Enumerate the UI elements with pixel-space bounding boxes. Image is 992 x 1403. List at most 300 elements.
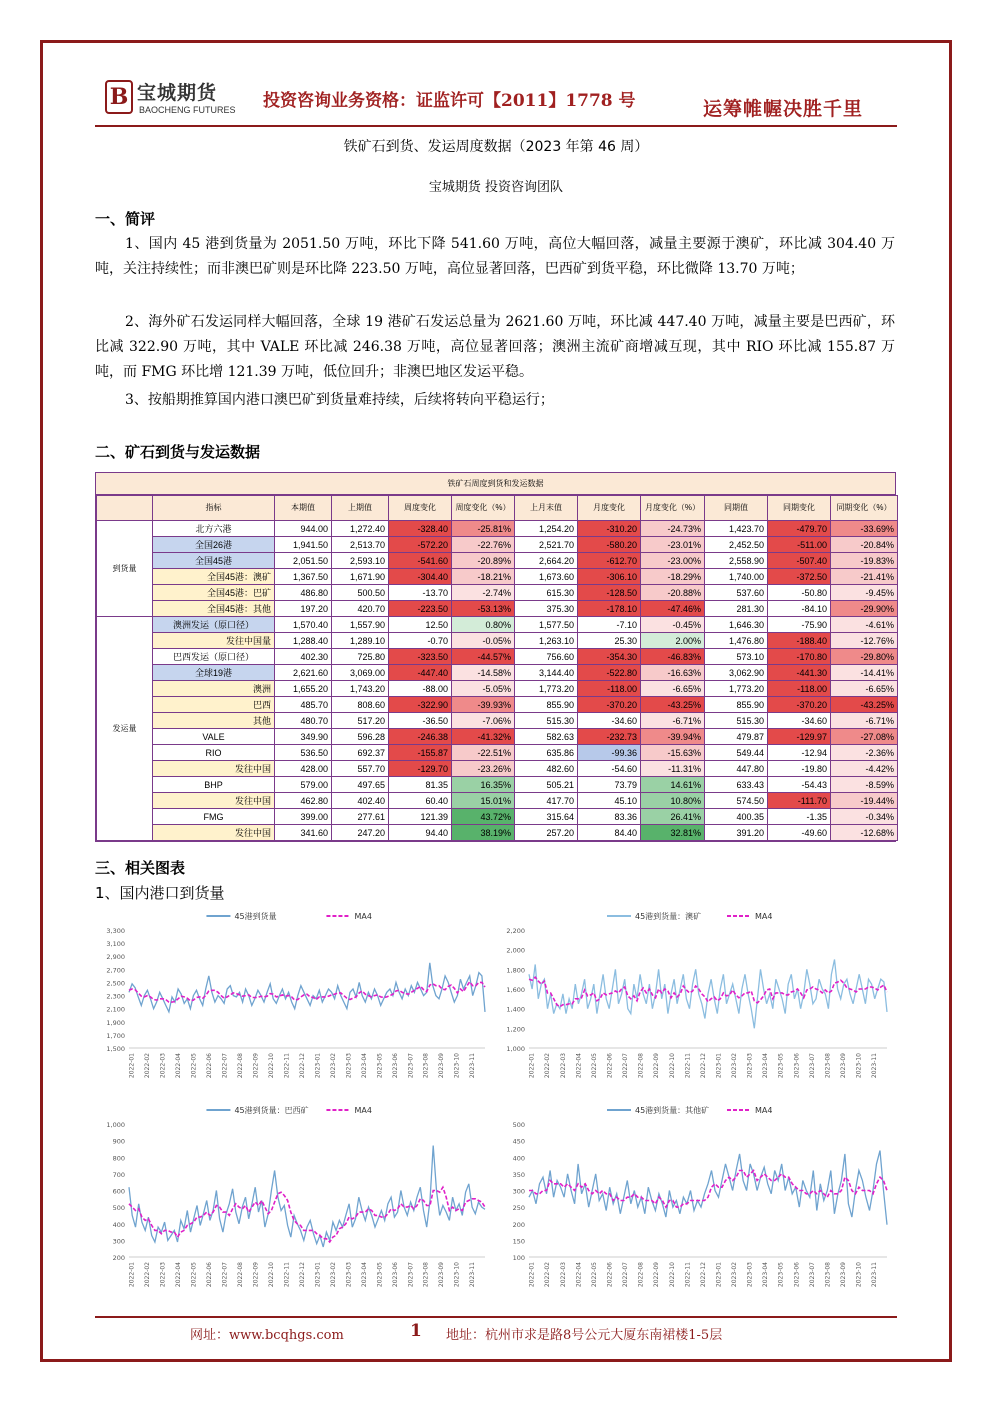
x-tick-label: 2022-02 <box>544 1053 552 1079</box>
x-tick-label: 2023-01 <box>314 1262 322 1288</box>
table-cell: -4.42% <box>831 761 898 777</box>
table-cell: 582.63 <box>515 729 578 745</box>
table-cell: 486.80 <box>275 585 332 601</box>
y-tick-label: 450 <box>512 1137 525 1146</box>
table-cell: 485.70 <box>275 697 332 713</box>
table-cell: -34.60 <box>768 713 831 729</box>
table-row <box>97 537 898 553</box>
table-cell: -246.38 <box>389 729 452 745</box>
x-tick-label: 2022-04 <box>175 1262 183 1288</box>
table-cell: -4.61% <box>831 617 898 633</box>
table-cell: 447.80 <box>705 761 768 777</box>
y-tick-label: 1,200 <box>506 1025 525 1034</box>
y-tick-label: 1,400 <box>506 1005 525 1014</box>
table-cell: -29.80% <box>831 649 898 665</box>
table-cell: -9.45% <box>831 585 898 601</box>
table-cell: -0.45% <box>641 617 705 633</box>
x-tick-label: 2023-10 <box>855 1262 863 1288</box>
table-cell: -12.68% <box>831 825 898 841</box>
table-cell: 420.70 <box>332 601 389 617</box>
table-cell: -54.60 <box>578 761 641 777</box>
paragraph-2: 2、海外矿石发运同样大幅回落，全球 19 港矿石发运总量为 2621.60 万吨，环比减 447.40 万吨，减量主要是巴西矿，环比减 322.90 万吨，其中 VALE 环比减 246.38 万吨，高位显著回落；澳洲主流矿商增减互现，其中 RIO 环比减 155.87 万吨，而 FMG 环比增 121.39 万吨，低位回升；非澳巴地区发运平稳。 <box>95 314 895 380</box>
table-body <box>97 521 898 841</box>
y-tick-label: 800 <box>112 1154 125 1163</box>
chart-svg <box>95 904 493 1094</box>
table-cell: 635.86 <box>515 745 578 761</box>
table-cell: 1,673.60 <box>515 569 578 585</box>
table-group-label: 到货量 <box>97 521 153 617</box>
table-cell: -479.70 <box>768 521 831 537</box>
table-cell: 14.61% <box>641 777 705 793</box>
x-tick-label: 2022-10 <box>668 1262 676 1288</box>
x-tick-label: 2022-10 <box>267 1262 275 1288</box>
x-tick-label: 2023-09 <box>839 1053 847 1079</box>
x-tick-label: 2022-03 <box>159 1053 167 1079</box>
table-cell: -580.20 <box>578 537 641 553</box>
table-cell: -20.84% <box>831 537 898 553</box>
section-1-heading: 一、简评 <box>95 210 156 228</box>
table-cell: 557.70 <box>332 761 389 777</box>
table-cell: -29.90% <box>831 601 898 617</box>
y-tick-label: 600 <box>112 1187 125 1196</box>
table-cell: -129.97 <box>768 729 831 745</box>
table-cell: -27.08% <box>831 729 898 745</box>
chart-svg <box>95 1098 493 1303</box>
table-cell: 94.40 <box>389 825 452 841</box>
y-tick-label: 1,500 <box>106 1045 125 1053</box>
x-tick-label: 2022-01 <box>528 1262 536 1288</box>
table-cell: -306.10 <box>578 569 641 585</box>
table-cell: -33.69% <box>831 521 898 537</box>
chart-australia <box>495 904 895 1094</box>
y-tick-label: 500 <box>512 1121 525 1129</box>
y-tick-label: 500 <box>112 1204 125 1213</box>
table-row-label: 北方六港 <box>153 521 275 537</box>
table-cell: 2,621.60 <box>275 665 332 681</box>
table-cell: -522.80 <box>578 665 641 681</box>
table-cell: -39.93% <box>452 697 515 713</box>
table-cell: 2,452.50 <box>705 537 768 553</box>
legend-label: MA4 <box>354 1106 372 1115</box>
table-row <box>97 745 898 761</box>
table-row-label: VALE <box>153 729 275 745</box>
table-cell: -11.31% <box>641 761 705 777</box>
table-cell: 2,593.10 <box>332 553 389 569</box>
paragraph-1: 1、国内 45 港到货量为 2051.50 万吨，环比下降 541.60 万吨，高位大幅回落，减量主要源于澳矿，环比减 304.40 万吨，关注持续性；而非澳巴矿则是环比降 223.50 万吨，高位显著回落，巴西矿到货平稳，环比微降 13.70 万吨； <box>95 236 895 277</box>
table-row-label: 巴西 <box>153 697 275 713</box>
y-tick-label: 2,500 <box>106 979 125 988</box>
table-cell: -129.70 <box>389 761 452 777</box>
table-row-label: 全国45港：巴矿 <box>153 585 275 601</box>
table-cell: 3,069.00 <box>332 665 389 681</box>
table-row-label: FMG <box>153 809 275 825</box>
table-cell: 10.80% <box>641 793 705 809</box>
y-tick-label: 900 <box>112 1137 125 1146</box>
table-cell: 482.60 <box>515 761 578 777</box>
x-tick-label: 2022-08 <box>637 1053 645 1079</box>
table-cell: -372.50 <box>768 569 831 585</box>
table-row-label: 其他 <box>153 713 275 729</box>
table-cell: -20.88% <box>641 585 705 601</box>
y-tick-label: 250 <box>512 1204 525 1213</box>
table-cell: 497.65 <box>332 777 389 793</box>
x-tick-label: 2023-04 <box>360 1262 368 1288</box>
table-cell: -6.71% <box>641 713 705 729</box>
table-cell: -12.94 <box>768 745 831 761</box>
footer-divider <box>95 1316 897 1318</box>
legend-label: 45港到货量：巴西矿 <box>234 1106 309 1115</box>
table-cell: -34.60 <box>578 713 641 729</box>
table-header: 上月末值 <box>515 496 578 521</box>
y-tick-label: 1,900 <box>106 1018 125 1027</box>
license-text: 投资咨询业务资格：证监许可【2011】1778 号 <box>263 91 636 111</box>
ma4-line <box>129 1187 485 1242</box>
document-team: 宝城期货 投资咨询团队 <box>428 180 564 195</box>
table-cell: 1,272.40 <box>332 521 389 537</box>
y-tick-label: 200 <box>112 1254 125 1262</box>
table-cell: 73.79 <box>578 777 641 793</box>
table-cell: 3,062.90 <box>705 665 768 681</box>
x-tick-label: 2023-09 <box>438 1053 446 1079</box>
table-cell: -370.20 <box>768 697 831 713</box>
x-tick-label: 2022-07 <box>622 1053 630 1079</box>
x-tick-label: 2022-06 <box>606 1262 614 1288</box>
table-cell: 26.41% <box>641 809 705 825</box>
chart-legend <box>206 1105 371 1115</box>
table-cell: 479.87 <box>705 729 768 745</box>
table-row <box>97 633 898 649</box>
x-tick-label: 2023-07 <box>808 1262 816 1288</box>
table-cell: 692.37 <box>332 745 389 761</box>
footer-website[interactable]: 网址：www.bcqhgs.com <box>190 1328 344 1343</box>
logo-mark-icon: B <box>105 80 133 114</box>
x-tick-label: 2023-08 <box>422 1262 430 1288</box>
table-cell: 38.19% <box>452 825 515 841</box>
table-cell: 517.20 <box>332 713 389 729</box>
table-cell: 84.40 <box>578 825 641 841</box>
x-tick-label: 2022-12 <box>298 1262 306 1288</box>
y-tick-label: 700 <box>112 1170 125 1179</box>
table-cell: 83.36 <box>578 809 641 825</box>
table-cell: 2.00% <box>641 633 705 649</box>
table-cell: -323.50 <box>389 649 452 665</box>
table-cell: -6.65% <box>641 681 705 697</box>
chart-other <box>495 1098 895 1303</box>
x-tick-label: 2023-02 <box>731 1262 739 1288</box>
series-line <box>129 963 485 1012</box>
table-cell: 247.20 <box>332 825 389 841</box>
y-tick-label: 2,900 <box>106 953 125 962</box>
table-cell: -14.58% <box>452 665 515 681</box>
chart-legend <box>206 911 371 921</box>
x-tick-label: 2023-04 <box>762 1053 770 1079</box>
table-cell: 121.39 <box>389 809 452 825</box>
table-cell: 515.30 <box>705 713 768 729</box>
table-cell: -8.59% <box>831 777 898 793</box>
table-cell: 462.80 <box>275 793 332 809</box>
table-row-label: 全球19港 <box>153 665 275 681</box>
table-cell: 2,521.70 <box>515 537 578 553</box>
table-row-label: 全国26港 <box>153 537 275 553</box>
table-cell: 428.00 <box>275 761 332 777</box>
x-tick-label: 2023-02 <box>329 1262 337 1288</box>
table-header-row <box>97 496 898 521</box>
table-cell: 1,476.80 <box>705 633 768 649</box>
table-cell: -23.26% <box>452 761 515 777</box>
x-tick-label: 2022-10 <box>668 1053 676 1079</box>
legend-label: MA4 <box>354 912 372 921</box>
x-tick-label: 2022-05 <box>590 1053 598 1079</box>
page-number: 1 <box>410 1321 422 1341</box>
x-tick-label: 2022-04 <box>575 1262 583 1288</box>
x-tick-label: 2022-06 <box>606 1053 614 1079</box>
logo-name-cn: 宝城期货 <box>137 82 218 104</box>
table-cell: 1,740.00 <box>705 569 768 585</box>
table-cell: -99.36 <box>578 745 641 761</box>
table-row <box>97 777 898 793</box>
y-tick-label: 2,200 <box>506 927 525 935</box>
x-tick-label: 2022-05 <box>190 1262 198 1288</box>
x-tick-label: 2022-07 <box>622 1262 630 1288</box>
table-cell: -20.89% <box>452 553 515 569</box>
series-line <box>529 960 887 1029</box>
table-row <box>97 697 898 713</box>
x-tick-label: 2022-09 <box>252 1053 260 1079</box>
x-tick-label: 2023-01 <box>314 1053 322 1079</box>
chart-legend <box>607 1105 772 1115</box>
table-row <box>97 681 898 697</box>
x-tick-label: 2022-11 <box>283 1262 291 1288</box>
table-cell: 417.70 <box>515 793 578 809</box>
table-cell: -1.35 <box>768 809 831 825</box>
table-cell: -6.65% <box>831 681 898 697</box>
table-cell: 1,557.90 <box>332 617 389 633</box>
table-cell: 402.30 <box>275 649 332 665</box>
y-tick-label: 350 <box>512 1170 525 1179</box>
table-row <box>97 665 898 681</box>
x-tick-label: 2022-11 <box>283 1053 291 1079</box>
table-cell: -84.10 <box>768 601 831 617</box>
x-tick-label: 2022-04 <box>575 1053 583 1079</box>
x-tick-label: 2022-03 <box>559 1262 567 1288</box>
table-cell: 808.60 <box>332 697 389 713</box>
table-cell: -36.50 <box>389 713 452 729</box>
table-cell: 12.50 <box>389 617 452 633</box>
table-cell: 1,941.50 <box>275 537 332 553</box>
table-group-label: 发运量 <box>97 617 153 841</box>
table-cell: -15.63% <box>641 745 705 761</box>
table-cell: -88.00 <box>389 681 452 697</box>
x-tick-label: 2022-02 <box>144 1053 152 1079</box>
table-cell: -541.60 <box>389 553 452 569</box>
table-cell: 197.20 <box>275 601 332 617</box>
x-tick-label: 2022-03 <box>159 1262 167 1288</box>
table-cell: 1,288.40 <box>275 633 332 649</box>
table-cell: 15.01% <box>452 793 515 809</box>
table-cell: -0.34% <box>831 809 898 825</box>
x-tick-label: 2022-12 <box>699 1053 707 1079</box>
table-cell: -354.30 <box>578 649 641 665</box>
table-row <box>97 713 898 729</box>
x-tick-label: 2023-11 <box>469 1053 477 1079</box>
table-header: 周度变化（%） <box>452 496 515 521</box>
table-cell: 391.20 <box>705 825 768 841</box>
x-tick-label: 2022-02 <box>544 1262 552 1288</box>
section-2-heading: 二、矿石到货与发运数据 <box>95 443 261 461</box>
y-tick-label: 400 <box>112 1220 125 1229</box>
table-cell: -2.36% <box>831 745 898 761</box>
company-logo <box>105 78 235 118</box>
table-cell: 32.81% <box>641 825 705 841</box>
table-cell: -18.29% <box>641 569 705 585</box>
table-cell: -178.10 <box>578 601 641 617</box>
table-cell: -6.71% <box>831 713 898 729</box>
table-cell: -7.06% <box>452 713 515 729</box>
legend-label: MA4 <box>755 912 773 921</box>
table-cell: -39.94% <box>641 729 705 745</box>
table-cell: -322.90 <box>389 697 452 713</box>
table-cell: 549.44 <box>705 745 768 761</box>
table-cell: -41.32% <box>452 729 515 745</box>
data-table <box>95 472 896 842</box>
table-cell: 855.90 <box>515 697 578 713</box>
x-tick-label: 2023-03 <box>345 1262 353 1288</box>
table-cell: 1,367.50 <box>275 569 332 585</box>
table-cell: 45.10 <box>578 793 641 809</box>
table-cell: 633.43 <box>705 777 768 793</box>
table-cell: 341.60 <box>275 825 332 841</box>
table-cell: -612.70 <box>578 553 641 569</box>
table-cell: 60.40 <box>389 793 452 809</box>
paragraph-3: 3、按船期推算国内港口澳巴矿到货量难持续，后续将转向平稳运行； <box>125 392 554 408</box>
table-cell: -50.80 <box>768 585 831 601</box>
section-3-subheading: 1、国内港口到货量 <box>95 884 225 902</box>
table-cell: -18.21% <box>452 569 515 585</box>
table-cell: -22.76% <box>452 537 515 553</box>
x-tick-label: 2023-07 <box>407 1262 415 1288</box>
table-row-label: 全国45港 <box>153 553 275 569</box>
table-cell: 402.40 <box>332 793 389 809</box>
table-row-label: BHP <box>153 777 275 793</box>
table-row-label: 全国45港：其他 <box>153 601 275 617</box>
table-cell: -12.76% <box>831 633 898 649</box>
table-cell: -23.01% <box>641 537 705 553</box>
x-tick-label: 2023-06 <box>793 1053 801 1079</box>
x-tick-label: 2023-10 <box>855 1053 863 1079</box>
table-cell: 1,254.20 <box>515 521 578 537</box>
x-tick-label: 2023-02 <box>329 1053 337 1079</box>
table-header: 同期变化（%） <box>831 496 898 521</box>
table-row <box>97 585 898 601</box>
table-cell: -25.81% <box>452 521 515 537</box>
table-row <box>97 825 898 841</box>
table-row-label: 澳洲 <box>153 681 275 697</box>
y-tick-label: 3,100 <box>106 940 125 949</box>
y-tick-label: 1,000 <box>506 1045 525 1053</box>
section-3-heading: 三、相关图表 <box>95 859 186 877</box>
table-cell: -53.13% <box>452 601 515 617</box>
y-tick-label: 2,700 <box>106 966 125 975</box>
table-cell: 315.64 <box>515 809 578 825</box>
table-header: 上期值 <box>332 496 389 521</box>
x-tick-label: 2022-06 <box>206 1262 214 1288</box>
chart-svg <box>495 1098 895 1303</box>
table-cell: 1,646.30 <box>705 617 768 633</box>
legend-label: MA4 <box>755 1106 773 1115</box>
table-header: 月度变化 <box>578 496 641 521</box>
table-cell: 400.35 <box>705 809 768 825</box>
y-tick-label: 300 <box>512 1187 525 1196</box>
x-tick-label: 2023-06 <box>391 1053 399 1079</box>
table-row-label: 发往中国 <box>153 761 275 777</box>
x-tick-label: 2023-11 <box>871 1053 879 1079</box>
table-cell: 25.30 <box>578 633 641 649</box>
table-row-label: 巴西发运（原口径） <box>153 649 275 665</box>
y-tick-label: 1,700 <box>106 1031 125 1040</box>
x-tick-label: 2022-05 <box>190 1053 198 1079</box>
y-tick-label: 3,300 <box>106 927 125 935</box>
table-cell: -47.46% <box>641 601 705 617</box>
table-cell: -441.30 <box>768 665 831 681</box>
x-tick-label: 2022-01 <box>528 1053 536 1079</box>
table-cell: -223.50 <box>389 601 452 617</box>
x-tick-label: 2022-12 <box>699 1262 707 1288</box>
table-cell: 281.30 <box>705 601 768 617</box>
x-tick-label: 2023-03 <box>345 1053 353 1079</box>
header-divider <box>95 125 897 127</box>
table-row <box>97 793 898 809</box>
x-tick-label: 2023-08 <box>824 1053 832 1079</box>
x-tick-label: 2023-09 <box>438 1262 446 1288</box>
table-cell: 515.30 <box>515 713 578 729</box>
x-tick-label: 2023-05 <box>376 1262 384 1288</box>
x-tick-label: 2022-08 <box>236 1053 244 1079</box>
x-tick-label: 2023-11 <box>469 1262 477 1288</box>
legend-label: 45港到货量 <box>234 912 277 921</box>
table-cell: 596.28 <box>332 729 389 745</box>
y-tick-label: 1,000 <box>106 1121 125 1129</box>
table-cell: 855.90 <box>705 697 768 713</box>
x-tick-label: 2022-08 <box>236 1262 244 1288</box>
table-cell: 1,423.70 <box>705 521 768 537</box>
table-cell: 0.80% <box>452 617 515 633</box>
table-cell: 480.70 <box>275 713 332 729</box>
x-tick-label: 2022-02 <box>144 1262 152 1288</box>
weekly-table <box>96 495 898 841</box>
table-cell: -155.87 <box>389 745 452 761</box>
table-header: 月度变化（%） <box>641 496 705 521</box>
footer-address: 地址：杭州市求是路8号公元大厦东南裙楼1-5层 <box>446 1328 723 1343</box>
table-cell: -22.51% <box>452 745 515 761</box>
document-title: 铁矿石到货、发运周度数据（2023 年第 46 周） <box>343 139 649 155</box>
table-cell: 756.60 <box>515 649 578 665</box>
chart-brazil <box>95 1098 493 1303</box>
table-row <box>97 569 898 585</box>
table-cell: -13.70 <box>389 585 452 601</box>
x-tick-label: 2022-03 <box>559 1053 567 1079</box>
x-tick-label: 2023-04 <box>360 1053 368 1079</box>
table-row-label: 发往中国量 <box>153 633 275 649</box>
table-cell: -170.80 <box>768 649 831 665</box>
table-row-label: 发往中国 <box>153 825 275 841</box>
table-cell: -572.20 <box>389 537 452 553</box>
table-cell: -54.43 <box>768 777 831 793</box>
x-tick-label: 2022-06 <box>206 1053 214 1079</box>
table-cell: 375.30 <box>515 601 578 617</box>
table-cell: -46.83% <box>641 649 705 665</box>
x-tick-label: 2023-09 <box>839 1262 847 1288</box>
table-cell: -19.44% <box>831 793 898 809</box>
